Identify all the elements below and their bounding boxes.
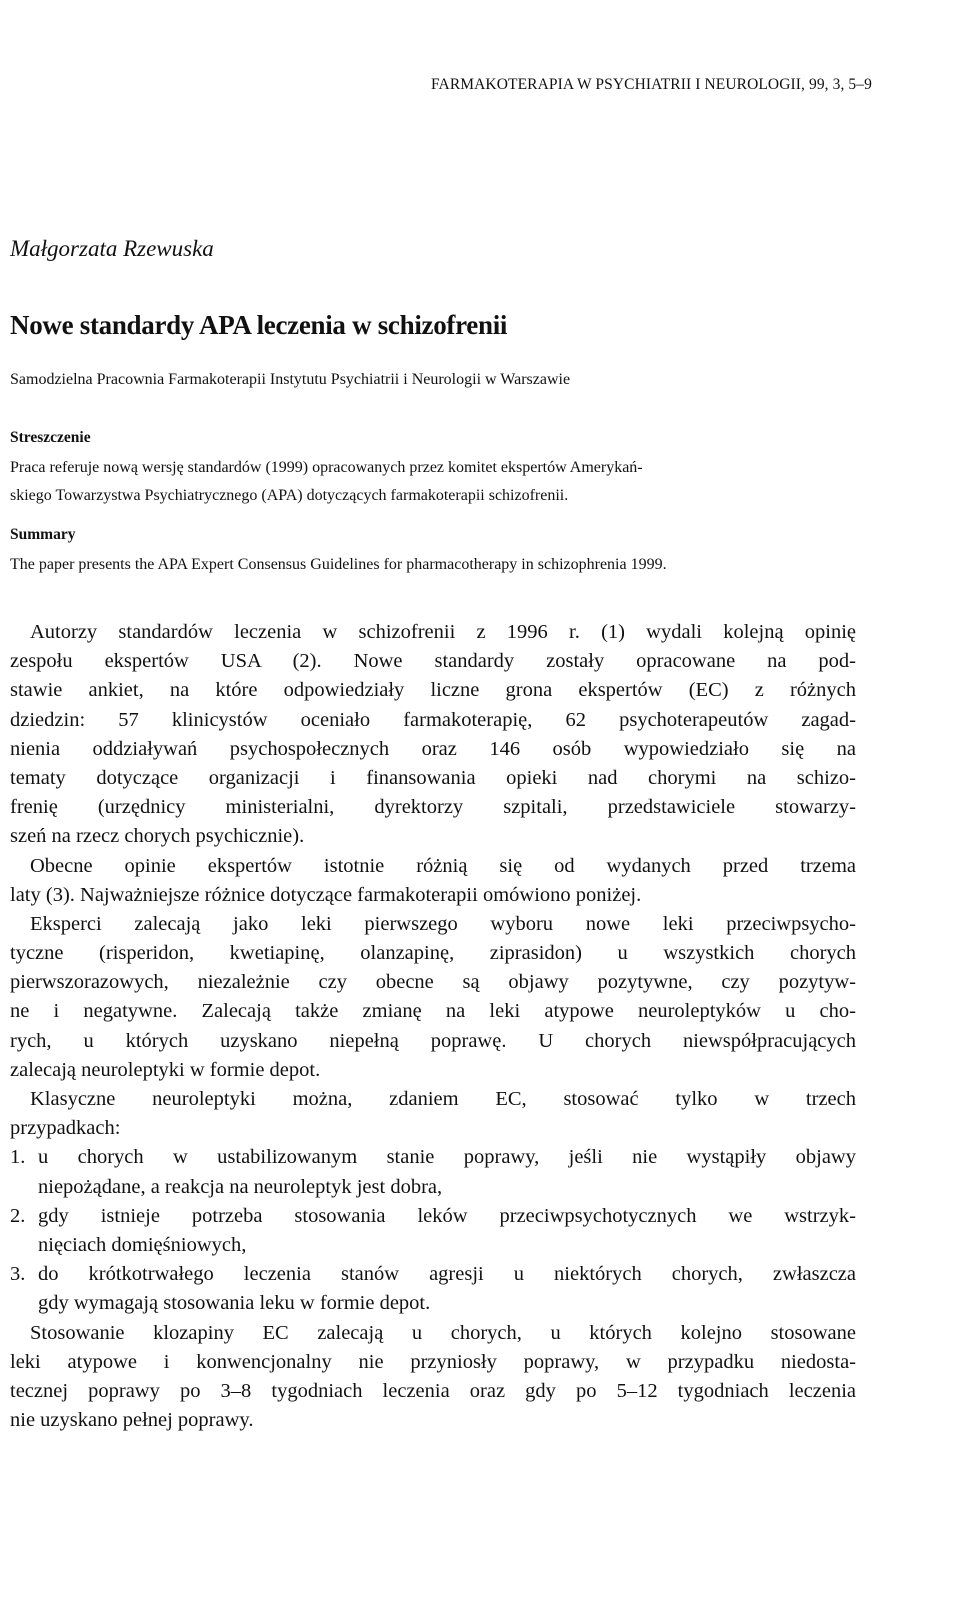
body-line: dziedzin: 57 klinicystów oceniało farmakoterapię, 62 psychoterapeutów zagad-	[10, 708, 856, 731]
abstract-pl-heading: Streszczenie	[10, 429, 91, 446]
body-line: Eksperci zalecają jako leki pierwszego wyboru nowe leki przeciwpsycho-	[30, 912, 856, 935]
body-line: przypadkach:	[10, 1117, 121, 1140]
body-line: pierwszorazowych, niezależnie czy obecne są objawy pozytywne, czy pozytyw-	[10, 971, 856, 994]
abstract-pl-line: skiego Towarzystwa Psychiatrycznego (APA) dotyczących farmakoterapii schizofrenii.	[10, 487, 569, 504]
list-item	[10, 1202, 856, 1231]
list-item	[10, 1260, 856, 1289]
list-item-number: 1.	[10, 1146, 26, 1169]
body-line: rych, u których uzyskano niepełną poprawę. U chorych niewspółpracujących	[10, 1029, 856, 1052]
body-line: leki atypowe i konwencjonalny nie przyniosły poprawy, w przypadku niedosta-	[10, 1350, 856, 1373]
list-item-line: niepożądane, a reakcja na neuroleptyk jest dobra,	[38, 1175, 443, 1198]
list-item	[10, 1143, 856, 1172]
article-title: Nowe standardy APA leczenia w schizofrenii	[10, 310, 508, 340]
list-item-line: do krótkotrwałego leczenia stanów agresji u niektórych chorych, zwłaszcza	[38, 1263, 856, 1286]
body-line: nie uzyskano pełnej poprawy.	[10, 1409, 254, 1432]
abstract-pl-line: Praca referuje nową wersję standardów (1999) opracowanych przez komitet ekspertów Amerykań-	[10, 459, 643, 476]
body-line: ne i negatywne. Zalecają także zmianę na leki atypowe neuroleptyków u cho-	[10, 1000, 856, 1023]
body-line: Stosowanie klozapiny EC zalecają u chorych, u których kolejno stosowane	[30, 1321, 856, 1344]
list-item-line: u chorych w ustabilizowanym stanie poprawy, jeśli nie wystąpiły objawy	[38, 1146, 856, 1169]
body-line: tyczne (risperidon, kwetiapinę, olanzapinę, ziprasidon) u wszystkich chorych	[10, 942, 856, 965]
body-line: laty (3). Najważniejsze różnice dotyczące farmakoterapii omówiono poniżej.	[10, 883, 642, 906]
body-line: nienia oddziaływań psychospołecznych oraz 146 osób wypowiedziało się na	[10, 737, 856, 760]
body-line: stawie ankiet, na które odpowiedziały liczne grona ekspertów (EC) z różnych	[10, 679, 856, 702]
body-line: Klasyczne neuroleptyki można, zdaniem EC, stosować tylko w trzech	[30, 1088, 856, 1110]
list-item-line: gdy wymagają stosowania leku w formie depot.	[38, 1292, 431, 1315]
abstract-en-heading: Summary	[10, 526, 76, 543]
body-text	[10, 618, 856, 1435]
body-line: tecznej poprawy po 3–8 tygodniach leczenia oraz gdy po 5–12 tygodniach leczenia	[10, 1379, 856, 1402]
body-line: zalecają neuroleptyki w formie depot.	[10, 1058, 321, 1081]
abstract-en-line: The paper presents the APA Expert Consensus Guidelines for pharmacotherapy in schizophrenia 1999.	[10, 556, 667, 573]
body-line: frenię (urzędnicy ministerialni, dyrektorzy szpitali, przedstawiciele stowarzy-	[10, 796, 856, 819]
body-line: tematy dotyczące organizacji i finansowania opieki nad chorymi na schizo-	[10, 766, 856, 789]
body-line: Obecne opinie ekspertów istotnie różnią się od wydanych przed trzema	[30, 854, 856, 877]
affiliation: Samodzielna Pracownia Farmakoterapii Instytutu Psychiatrii i Neurologii w Warszawie	[10, 371, 571, 388]
author-name: Małgorzata Rzewuska	[10, 236, 214, 261]
body-line: Autorzy standardów leczenia w schizofrenii z 1996 r. (1) wydali kolejną opinię	[30, 621, 856, 643]
running-header: FARMAKOTERAPIA W PSYCHIATRII I NEUROLOGII, 99, 3, 5–9	[430, 76, 872, 93]
list-item-line: gdy istnieje potrzeba stosowania leków przeciwpsychotycznych we wstrzyk-	[38, 1204, 856, 1227]
body-line: szeń na rzecz chorych psychicznie).	[10, 825, 305, 848]
list-item-number: 2.	[10, 1204, 26, 1227]
list-item-line: nięciach domięśniowych,	[38, 1233, 247, 1256]
list-item-number: 3.	[10, 1263, 26, 1286]
body-line: zespołu ekspertów USA (2). Nowe standardy zostały opracowane na pod-	[10, 650, 856, 673]
